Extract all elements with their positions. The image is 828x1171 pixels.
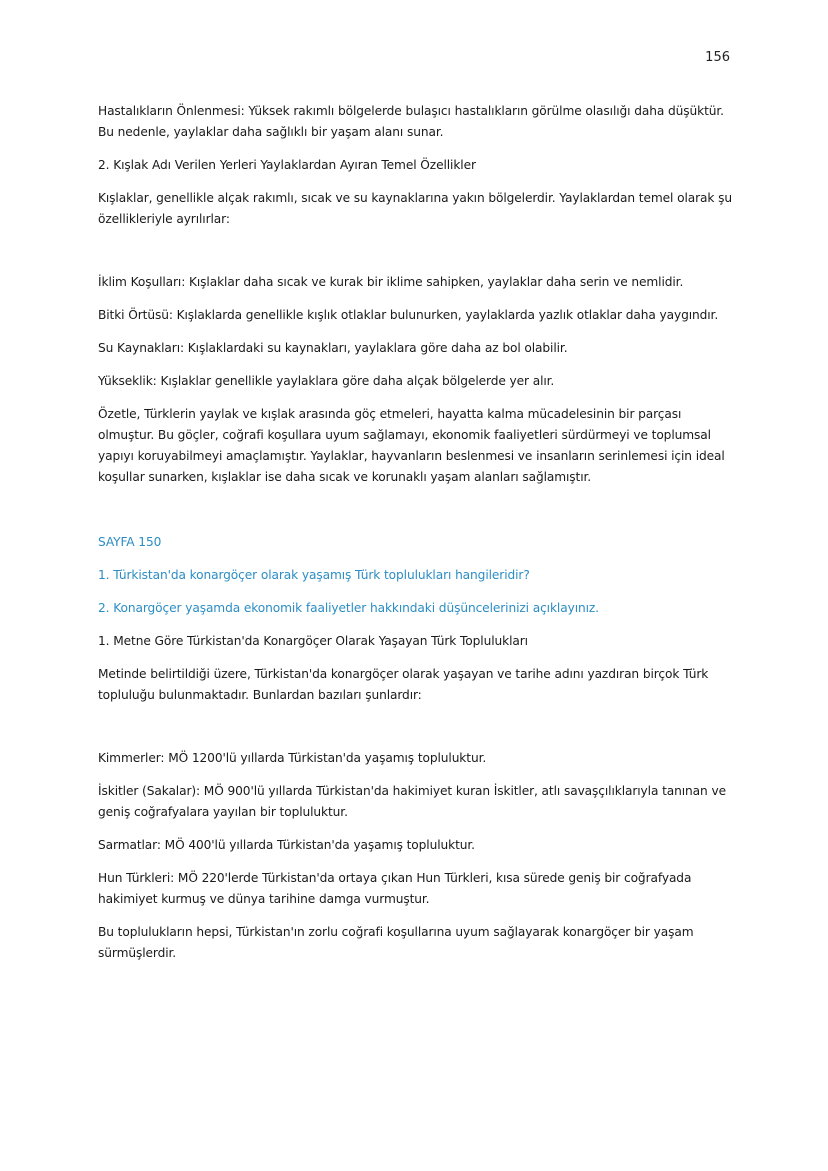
paragraph-altitude: Yükseklik: Kışlaklar genellikle yaylaklara göre daha alçak bölgelerde yer alır. — [98, 374, 555, 388]
question-1: 1. Türkistan'da konargöçer olarak yaşamış Türk toplulukları hangileridir? — [98, 568, 530, 582]
list-item-kimmerler: Kimmerler: MÖ 1200'lü yıllarda Türkistan'da yaşamış topluluktur. — [98, 751, 487, 765]
list-item-hun-turkleri: Hun Türkleri: MÖ 220'lerde Türkistan'da ortaya çıkan Hun Türkleri, kısa sürede geniş bir coğrafyada hakimiyet kurmuş ve dünya tarihine damga vurmuştur. — [98, 871, 692, 906]
page-number: 156 — [705, 50, 730, 65]
paragraph-summary: Özetle, Türklerin yaylak ve kışlak arasında göç etmeleri, hayatta kalma mücadelesinin bir parçası olmuştur. Bu göçler, coğrafi koşullara uyum sağlamayı, ekonomik faaliyetleri sürdürmeyi ve toplumsal yapıyı koruyabilmeyi amaçlamıştır. Yaylaklar, hayvanların beslenmesi ve insanların serinlemesi için ideal koşullar sunarken, kışlaklar ise daha sıcak ve korunaklı yaşam alanları sağlamıştır. — [98, 407, 725, 484]
paragraph-kislak-intro: Kışlaklar, genellikle alçak rakımlı, sıcak ve su kaynaklarına yakın bölgelerdir. Yaylaklardan temel olarak şu özellikleriyle ayrılırlar: — [98, 191, 733, 226]
paragraph-vegetation: Bitki Örtüsü: Kışlaklarda genellikle kışlık otlaklar bulunurken, yaylaklarda yazlık otlaklar daha yaygındır. — [98, 308, 719, 322]
list-item-sarmatlar: Sarmatlar: MÖ 400'lü yıllarda Türkistan'da yaşamış topluluktur. — [98, 838, 475, 852]
list-item-iskitler: İskitler (Sakalar): MÖ 900'lü yıllarda Türkistan'da hakimiyet kuran İskitler, atlı savaşçılıklarıyla tanınan ve geniş coğrafyalara yayılan bir topluluktur. — [98, 784, 726, 819]
paragraph-conclusion: Bu toplulukların hepsi, Türkistan'ın zorlu coğrafi koşullarına uyum sağlayarak konargöçer bir yaşam sürmüşlerdir. — [98, 925, 694, 960]
heading-kislak-features: 2. Kışlak Adı Verilen Yerleri Yaylaklardan Ayıran Temel Özellikler — [98, 158, 476, 172]
section-label-sayfa: SAYFA 150 — [98, 535, 162, 549]
heading-answer-1: 1. Metne Göre Türkistan'da Konargöçer Olarak Yaşayan Türk Toplulukları — [98, 634, 528, 648]
paragraph-answer-intro: Metinde belirtildiği üzere, Türkistan'da konargöçer olarak yaşayan ve tarihe adını yazdıran birçok Türk topluluğu bulunmaktadır. Bunlardan bazıları şunlardır: — [98, 667, 709, 702]
question-2: 2. Konargöçer yaşamda ekonomik faaliyetler hakkındaki düşüncelerinizi açıklayınız. — [98, 601, 599, 615]
paragraph-disease-prevention: Hastalıkların Önlenmesi: Yüksek rakımlı bölgelerde bulaşıcı hastalıkların görülme olasılığı daha düşüktür. Bu nedenle, yaylaklar daha sağlıklı bir yaşam alanı sunar. — [98, 104, 724, 139]
page-content — [98, 101, 738, 964]
paragraph-climate: İklim Koşulları: Kışlaklar daha sıcak ve kurak bir iklime sahipken, yaylaklar daha serin ve nemlidir. — [98, 275, 684, 289]
paragraph-water-sources: Su Kaynakları: Kışlaklardaki su kaynakları, yaylaklara göre daha az bol olabilir. — [98, 341, 568, 355]
